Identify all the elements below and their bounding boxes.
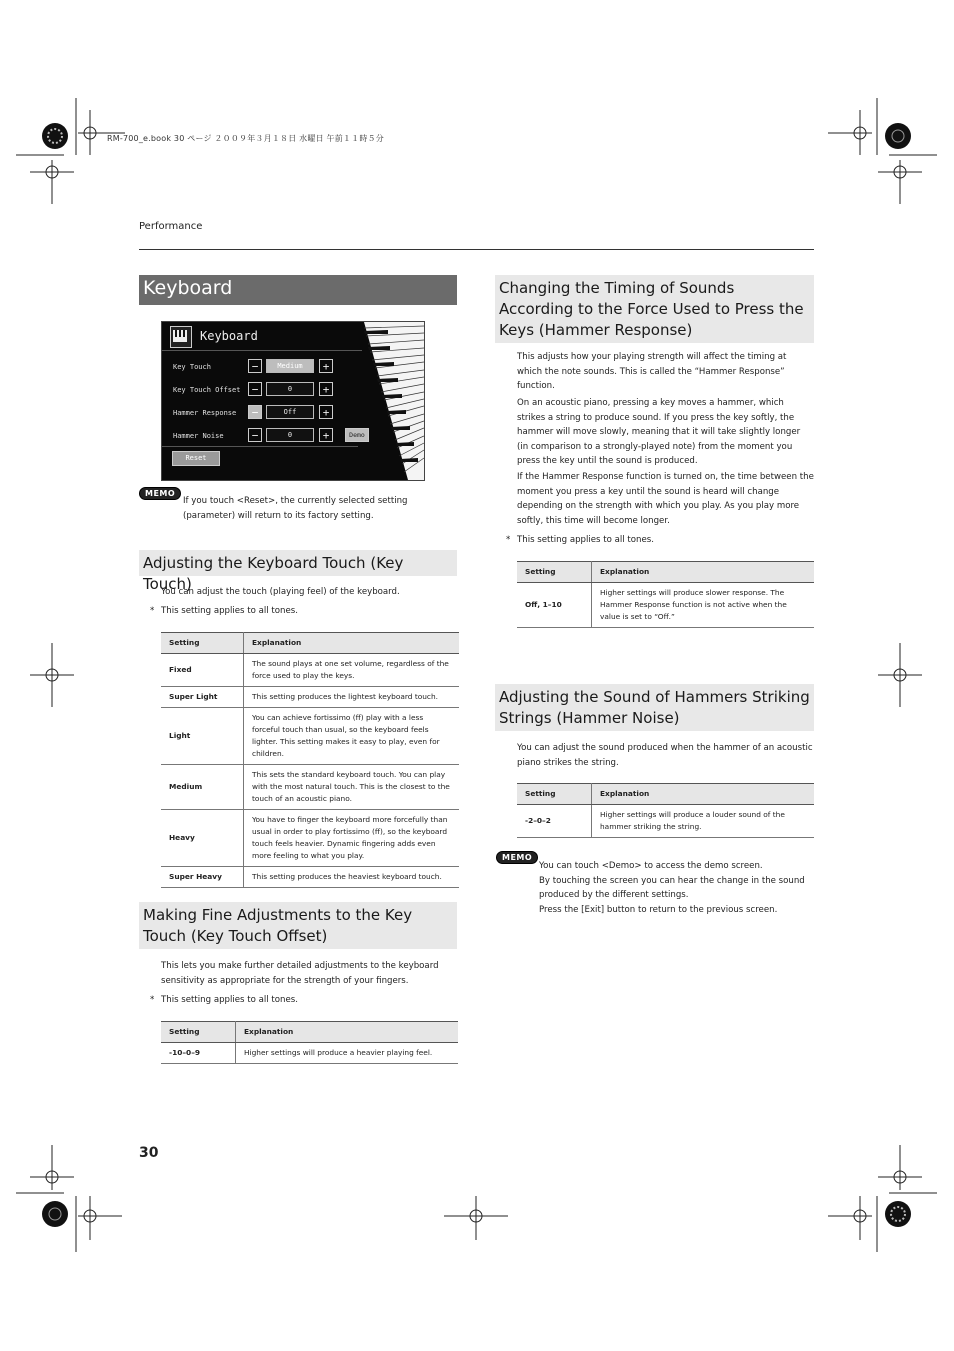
hammer-noise-table: [517, 783, 814, 838]
key-touch-offset-minus-button[interactable]: −: [248, 382, 262, 396]
memo-text-reset: If you touch <Reset>, the currently selected setting (parameter) will return to its factory setting.: [183, 496, 408, 521]
setting-cell: Heavy: [161, 810, 244, 867]
reset-button[interactable]: Reset: [172, 451, 220, 466]
hammer-response-plus-button[interactable]: +: [319, 405, 333, 419]
hammer-response-note: This setting applies to all tones.: [517, 535, 654, 545]
table-header: Explanation: [244, 633, 460, 654]
hammer-response-note-mark: *: [506, 535, 511, 545]
setting-cell: Off, 1–10: [517, 583, 592, 628]
key-touch-offset-plus-button[interactable]: +: [319, 382, 333, 396]
section-title-key-touch: Adjusting the Keyboard Touch (Key Touch): [139, 550, 457, 576]
row-label-key-touch-offset: Key Touch Offset: [173, 386, 241, 394]
row-label-hammer-response: Hammer Response: [173, 409, 237, 417]
screen-title: Keyboard: [200, 329, 258, 343]
table-row: [161, 708, 459, 765]
explanation-cell: Higher settings will produce a heavier playing feel.: [236, 1043, 459, 1064]
setting-cell: Super Light: [161, 687, 244, 708]
explanation-cell: This setting produces the heaviest keyboard touch.: [244, 867, 460, 888]
setting-cell: -2–0–2: [517, 805, 592, 838]
explanation-cell: Higher settings will produce a louder sound of the hammer striking the string.: [592, 805, 815, 838]
table-header: Explanation: [592, 562, 815, 583]
key-touch-offset-note: This setting applies to all tones.: [161, 995, 298, 1005]
memo-badge: MEMO: [496, 851, 538, 864]
key-touch-plus-button[interactable]: +: [319, 359, 333, 373]
hammer-response-value: Off: [266, 405, 314, 419]
hammer-response-paragraph-2: On an acoustic piano, pressing a key moves a hammer, which strikes a string to produce sound. If you press the key softly, the hammer will move slowly, meaning that it will take slightly longer (in comparison to a strongly-played note) from the moment you press the key until the sound is produced.: [517, 398, 801, 466]
key-touch-offset-table: [161, 1021, 458, 1064]
file-info-line: RM-700_e.book 30 ページ ２００９年３月１８日 水曜日 午前１１時５分: [107, 134, 384, 143]
piano-keys-graphic: [358, 322, 424, 480]
section-title-hammer-noise: Adjusting the Sound of Hammers Striking Strings (Hammer Noise): [495, 684, 814, 731]
table-row: [161, 765, 459, 810]
table-header: Setting: [517, 562, 592, 583]
hammer-response-paragraph-3: If the Hammer Response function is turned on, the time between the moment you press a key until the sound is heard will change depending on the strength with which you play. As you play more softly, this time will become longer.: [517, 472, 814, 526]
setting-cell: Fixed: [161, 654, 244, 687]
explanation-cell: You can achieve fortissimo (ff) play with a less forceful touch than usual, so the keyboard feels lighter. This setting makes it easy to play, even for children.: [244, 708, 460, 765]
key-touch-intro: You can adjust the touch (playing feel) of the keyboard.: [161, 587, 400, 597]
key-touch-note: This setting applies to all tones.: [161, 606, 298, 616]
table-header: Explanation: [236, 1022, 459, 1043]
table-row: [161, 654, 459, 687]
hammer-noise-minus-button[interactable]: −: [248, 428, 262, 442]
row-label-key-touch: Key Touch: [173, 363, 211, 371]
key-touch-offset-value: 0: [266, 382, 314, 396]
keyboard-screen-image: [161, 321, 425, 481]
key-touch-minus-button[interactable]: −: [248, 359, 262, 373]
hammer-response-table: [517, 561, 814, 628]
section-title-key-touch-offset: Making Fine Adjustments to the Key Touch (Key Touch Offset): [139, 902, 457, 949]
memo-line: Press the [Exit] button to return to the previous screen.: [539, 904, 778, 915]
page-number: 30: [139, 1145, 159, 1161]
explanation-cell: The sound plays at one set volume, regardless of the force used to play the keys.: [244, 654, 460, 687]
setting-cell: Light: [161, 708, 244, 765]
explanation-cell: Higher settings will produce slower response. The Hammer Response function is not active when the value is set to “Off.”: [592, 583, 815, 628]
table-row: [161, 810, 459, 867]
table-row: [517, 583, 814, 628]
table-header: Setting: [161, 633, 244, 654]
key-touch-table: [161, 632, 459, 888]
table-row: [161, 687, 459, 708]
hammer-noise-value: 0: [266, 428, 314, 442]
table-row: [161, 1043, 458, 1064]
row-label-hammer-noise: Hammer Noise: [173, 432, 224, 440]
keyboard-icon: [170, 326, 192, 348]
demo-button[interactable]: Demo: [345, 428, 369, 442]
section-title-hammer-response: Changing the Timing of Sounds According to the Force Used to Press the Keys (Hammer Response): [495, 275, 814, 343]
table-header: Setting: [517, 784, 592, 805]
hammer-response-paragraph-1: This adjusts how your playing strength will affect the timing at which the note sounds. This is called the “Hammer Response” function.: [517, 352, 787, 391]
section-title-keyboard: Keyboard: [139, 275, 457, 305]
hammer-response-minus-button[interactable]: −: [248, 405, 262, 419]
key-touch-note-mark: *: [150, 606, 155, 616]
table-row: [517, 805, 814, 838]
table-row: [161, 867, 459, 888]
memo-text-demo: [539, 859, 814, 917]
key-touch-offset-note-mark: *: [150, 995, 155, 1005]
key-touch-value: Medium: [266, 359, 314, 373]
explanation-cell: This setting produces the lightest keyboard touch.: [244, 687, 460, 708]
hammer-noise-plus-button[interactable]: +: [319, 428, 333, 442]
table-header: Explanation: [592, 784, 815, 805]
setting-cell: Super Heavy: [161, 867, 244, 888]
memo-line: By touching the screen you can hear the change in the sound produced by the different settings.: [539, 875, 805, 900]
setting-cell: Medium: [161, 765, 244, 810]
header-rule: [139, 249, 814, 250]
table-header: Setting: [161, 1022, 236, 1043]
memo-line: You can touch <Demo> to access the demo screen.: [539, 861, 763, 871]
key-touch-offset-intro: This lets you make further detailed adjustments to the keyboard sensitivity as appropriate for the strength of your fingers.: [161, 961, 439, 986]
explanation-cell: You have to finger the keyboard more forcefully than usual in order to play fortissimo (ff), so the keyboard touch feels heavier. Dynamic fingering adds even more feeling to what you play.: [244, 810, 460, 867]
running-header: Performance: [139, 221, 203, 232]
explanation-cell: This sets the standard keyboard touch. You can play with the most natural touch. This is the closest to the touch of an acoustic piano.: [244, 765, 460, 810]
memo-badge: MEMO: [139, 487, 181, 500]
hammer-noise-intro: You can adjust the sound produced when the hammer of an acoustic piano strikes the string.: [517, 743, 813, 768]
setting-cell: -10–0–9: [161, 1043, 236, 1064]
